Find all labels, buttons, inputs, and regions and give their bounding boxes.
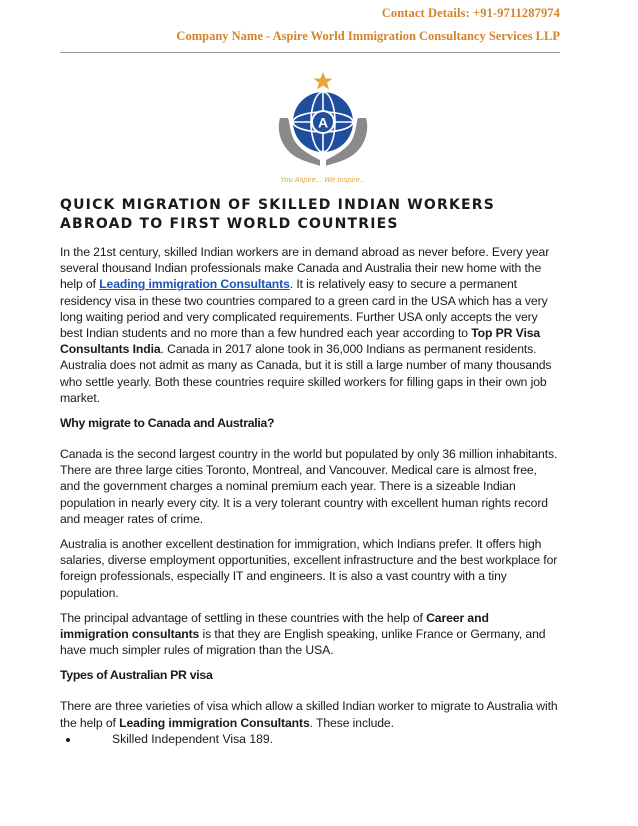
logo-tagline: You Aspire... We Inspire... <box>279 175 367 184</box>
page-header <box>176 6 560 44</box>
article-body <box>60 196 560 754</box>
company-name: Company Name - Aspire World Immigration Consultancy Services LLP <box>176 29 560 43</box>
visa-list <box>60 732 560 746</box>
canada-paragraph: Canada is the second largest country in the world but populated by only 36 million inhabitants. There are three large cities Toronto, Montreal, and Vancouver. Medical care is almost free, and the government charges a nominal premium each year. There is a sizeable Indian population in nearly every city. It is a very tolerant country with excellent human rights record and meager rates of crime. <box>60 447 558 526</box>
heading-visa-types: Types of Australian PR visa <box>60 668 213 683</box>
top-pr-visa-bold: Top PR Visa Consultants India <box>60 326 541 357</box>
leading-consultants-link[interactable]: Leading immigration Consultants <box>99 277 290 292</box>
header-divider <box>60 52 560 53</box>
leading-consultants-bold: Leading immigration Consultants <box>119 715 310 730</box>
star-icon <box>314 72 333 90</box>
heading-why-migrate: Why migrate to Canada and Australia? <box>60 416 275 431</box>
contact-details: Contact Details: +91-9711287974 <box>381 6 560 20</box>
list-item: • Skilled Independent Visa 189. <box>80 732 560 746</box>
intro-paragraph: In the 21st century, skilled Indian workers are in demand abroad as never before. Every year several thousand Indian professionals make Canada and Australia their new home with the help of Leading immigration Consultants. It is relatively easy to secure a permanent residency visa in these two countries compared to a green card in the USA which has a very long waiting period and very complicated requirements. Further USA only accepts the very best Indian students and no more than a few hundred each year according to Top PR Visa Consultants India. Canada in 2017 alone took in 36,000 Indians as permanent residents. Australia does not admit as many as Canada, but it is still a large number of many thousands who settle yearly. Both these countries require skilled workers for filling gaps in their own job market. <box>60 245 552 405</box>
logo-letter: A <box>317 114 329 131</box>
australia-paragraph: Australia is another excellent destination for immigration, which Indians prefer. It offers high salaries, diverse employment opportunities, excellent infrastructure and the best workplace for foreign professionals, especially IT and engineers. It is also a vast country with a tiny population. <box>60 537 558 600</box>
visa-intro-paragraph: There are three varieties of visa which allow a skilled Indian worker to migrate to Australia with the help of Leading immigration Consultants. These include. <box>60 699 558 730</box>
company-logo <box>268 70 378 188</box>
advantage-paragraph: The principal advantage of settling in these countries with the help of Career and immigration consultants is that they are English speaking, unlike France or Germany, and have much simpler rules of migration than the USA. <box>60 610 546 658</box>
globe-logo-icon <box>268 70 378 188</box>
article-title: QUICK MIGRATION OF SKILLED INDIAN WORKERS ABROAD TO FIRST WORLD COUNTRIES <box>60 197 496 232</box>
career-consultants-bold: Career and immigration consultants <box>60 610 489 642</box>
